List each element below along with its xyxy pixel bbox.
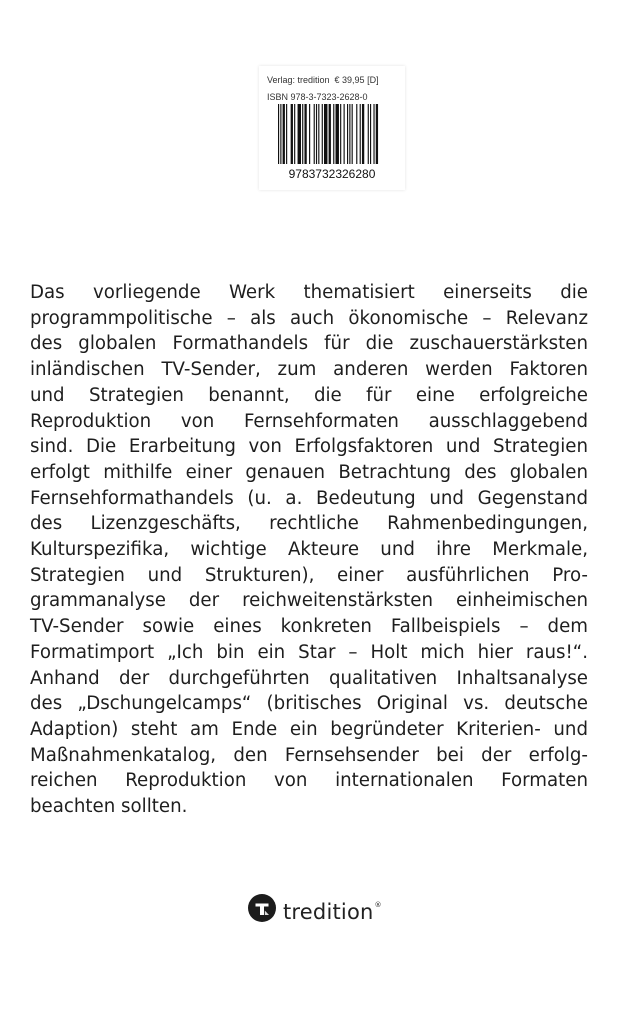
barcode-bar (294, 104, 295, 164)
barcode-number: 9783732326280 (288, 167, 376, 181)
blurb-line: Adaption) steht am Ende ein begründeter Kriterien- und (30, 718, 588, 740)
blurb-line: Fernsehformathandels (u. a. Bedeutung und Gegenstand (30, 487, 588, 509)
barcode-bar (298, 104, 301, 164)
blurb-line: Kulturspezifika, wichtige Akteure und ihre Merkmale, (30, 539, 588, 561)
barcode-bar (322, 104, 323, 164)
barcode-label (259, 66, 405, 190)
barcode-bar (349, 104, 350, 164)
blurb-line: reichen Reproduktion von internationalen Formaten (30, 770, 588, 792)
barcode-bar (333, 104, 334, 164)
barcode-bar (309, 104, 310, 164)
blurb-line: sind. Die Erarbeitung von Erfolgsfaktoren und Strategien (30, 436, 588, 458)
blurb-line: des Lizenzgeschäfts, rechtliche Rahmenbedingungen, (30, 513, 588, 535)
barcode-bar (356, 104, 357, 164)
barcode-bar (352, 104, 353, 164)
barcode-bar (318, 104, 319, 164)
barcode-bar (302, 104, 303, 164)
barcode-bar (362, 104, 364, 164)
blurb-line: Strategien und Strukturen), einer ausführlichen Pro- (30, 564, 588, 586)
blurb-line: erfolgt mithilfe einer genauen Betrachtung des globalen (30, 461, 588, 483)
blurb-line: Reproduktion von Fernsehformaten ausschlaggebend (30, 410, 588, 432)
barcode-bar (344, 104, 345, 164)
blurb-line: des „Dschungelcamps“ (britisches Original vs. deutsche (30, 693, 588, 715)
blurb-line: Formatimport „Ich bin ein Star – Holt mich hier raus!“. (30, 641, 588, 663)
blurb-line: Maßnahmenkatalog, den Fernsehsender bei der erfolg- (30, 744, 588, 766)
logo-name: tredition (283, 899, 374, 924)
tredition-logo-icon (248, 894, 276, 922)
blurb-line: TV-Sender sowie eines konkreten Fallbeispiels – dem (30, 616, 588, 638)
barcode-bar (347, 104, 348, 164)
barcode-bar (278, 104, 279, 164)
barcode-bar (316, 104, 317, 164)
blurb-line: des globalen Formathandels für die zuschauerstärksten (30, 333, 588, 355)
barcode-bar (370, 104, 371, 164)
barcode-bar (368, 104, 369, 164)
blurb-line: Das vorliegende Werk thematisiert einerseits die (30, 282, 588, 303)
publisher-price-line: Verlag: tredition € 39,95 [D] (267, 75, 379, 85)
blurb-line: und Strategien benannt, die für eine erfolgreiche (30, 384, 588, 406)
barcode-bars (278, 104, 386, 164)
barcode-bar (324, 104, 327, 164)
blurb-line: beachten sollten. (30, 796, 188, 818)
barcode-bar (340, 104, 341, 164)
blurb-line: Anhand der durchgeführten qualitativen Inhaltsanalyse (30, 667, 588, 689)
blurb-line: programmpolitische – als auch ökonomische – Relevanz (30, 307, 588, 329)
barcode-bar (373, 104, 374, 164)
tredition-wordmark (283, 891, 382, 926)
barcode-bar (304, 104, 306, 164)
barcode-bar (376, 104, 378, 164)
publisher-logo (248, 894, 382, 922)
registered-mark: ® (374, 900, 382, 909)
barcode-bar (336, 104, 339, 164)
barcode-bar (283, 104, 285, 164)
barcode-bar (280, 104, 281, 164)
barcode-bar (286, 104, 287, 164)
isbn-line: ISBN 978-3-7323-2628-0 (267, 92, 368, 102)
barcode-bar (291, 104, 293, 164)
barcode-bar (360, 104, 361, 164)
back-cover-blurb (30, 280, 588, 820)
blurb-line: grammanalyse der reichweitenstärksten einheimischen (30, 590, 588, 612)
barcode-bar (329, 104, 331, 164)
blurb-line: inländischen TV-Sender, zum anderen werden Faktoren (30, 359, 588, 381)
barcode-bar (314, 104, 315, 164)
